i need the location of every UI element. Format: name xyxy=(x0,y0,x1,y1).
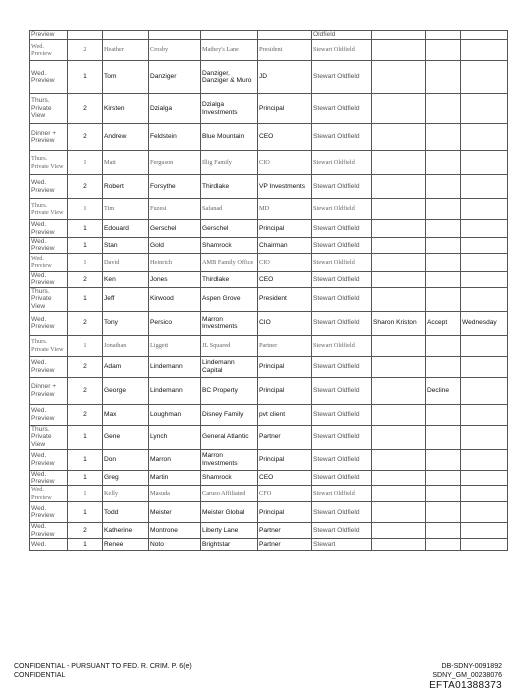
table-row xyxy=(30,502,508,523)
seat-count-cell: 2 xyxy=(68,271,103,287)
seat-count-cell: 1 xyxy=(68,220,103,238)
first-name-cell: Tony xyxy=(103,311,149,335)
title-cell: Chairman xyxy=(258,238,312,254)
company-cell: Dzialga Investments xyxy=(201,94,258,124)
table-row xyxy=(30,404,508,425)
first-name-cell: Robert xyxy=(103,175,149,199)
last-name-cell: Montrone xyxy=(149,523,201,539)
seat-count-cell: 1 xyxy=(68,253,103,271)
company-cell: Marron Investments xyxy=(201,449,258,470)
seat-count-cell: 1 xyxy=(68,238,103,254)
guest-list-table xyxy=(29,30,508,551)
seat-count-cell: 1 xyxy=(68,486,103,502)
day-cell xyxy=(461,40,508,61)
rsvp-cell xyxy=(426,94,461,124)
rsvp-cell xyxy=(426,151,461,175)
first-name-cell: Jeff xyxy=(103,287,149,311)
table-row xyxy=(30,238,508,254)
assistant-cell xyxy=(372,40,426,61)
assistant-cell xyxy=(372,124,426,151)
contact-cell: Stewart Oldfield xyxy=(312,449,372,470)
event-cell: Wed. Preview xyxy=(30,271,68,287)
contact-cell: Stewart Oldfield xyxy=(312,335,372,356)
day-cell xyxy=(461,151,508,175)
event-cell: Dinner + Preview xyxy=(30,124,68,151)
assistant-cell xyxy=(372,425,426,449)
contact-cell: Stewart Oldfield xyxy=(312,523,372,539)
day-cell xyxy=(461,61,508,94)
event-cell: Wed. Preview xyxy=(30,311,68,335)
event-cell: Thurs. Private View xyxy=(30,425,68,449)
table-row xyxy=(30,311,508,335)
seat-count-cell: 1 xyxy=(68,335,103,356)
assistant-cell xyxy=(372,271,426,287)
day-cell xyxy=(461,523,508,539)
assistant-cell xyxy=(372,220,426,238)
day-cell xyxy=(461,94,508,124)
assistant-cell xyxy=(372,151,426,175)
contact-cell: Stewart Oldfield xyxy=(312,199,372,220)
assistant-cell xyxy=(372,175,426,199)
title-cell: Principal xyxy=(258,220,312,238)
table-row xyxy=(30,199,508,220)
first-name-cell: Tom xyxy=(103,61,149,94)
contact-cell: Stewart Oldfield xyxy=(312,253,372,271)
last-name-cell: Feldstein xyxy=(149,124,201,151)
title-cell: CEO xyxy=(258,124,312,151)
company-cell: Aspen Grove xyxy=(201,287,258,311)
seat-count-cell: 1 xyxy=(68,539,103,551)
company-cell: Blue Mountain xyxy=(201,124,258,151)
confidential-notice: CONFIDENTIAL - PURSUANT TO FED. R. CRIM. P. 6(e) xyxy=(14,663,192,670)
first-name-cell: Greg xyxy=(103,470,149,486)
first-name-cell: Max xyxy=(103,404,149,425)
assistant-cell xyxy=(372,470,426,486)
rsvp-cell xyxy=(426,238,461,254)
company-cell: Shamrock xyxy=(201,470,258,486)
seat-count-cell: 1 xyxy=(68,449,103,470)
table-row xyxy=(30,356,508,377)
rsvp-cell xyxy=(426,449,461,470)
table-row xyxy=(30,151,508,175)
title-cell: CIO xyxy=(258,151,312,175)
rsvp-cell xyxy=(426,271,461,287)
rsvp-cell xyxy=(426,40,461,61)
last-name-cell xyxy=(149,31,201,40)
company-cell: Brightstar xyxy=(201,539,258,551)
seat-count-cell: 1 xyxy=(68,502,103,523)
last-name-cell: Heinrich xyxy=(149,253,201,271)
assistant-cell: Sharon Kriston xyxy=(372,311,426,335)
last-name-cell: Ferguson xyxy=(149,151,201,175)
company-cell: Shamrock xyxy=(201,238,258,254)
title-cell: VP Investments xyxy=(258,175,312,199)
title-cell: Partner xyxy=(258,523,312,539)
first-name-cell: Kelly xyxy=(103,486,149,502)
seat-count-cell: 2 xyxy=(68,124,103,151)
day-cell xyxy=(461,220,508,238)
rsvp-cell xyxy=(426,287,461,311)
assistant-cell xyxy=(372,523,426,539)
first-name-cell: Tim xyxy=(103,199,149,220)
contact-cell: Stewart Oldfield xyxy=(312,151,372,175)
confidential-label: CONFIDENTIAL xyxy=(14,672,66,679)
day-cell xyxy=(461,124,508,151)
rsvp-cell xyxy=(426,356,461,377)
event-cell: Thurs. Private View xyxy=(30,199,68,220)
company-cell: Marron Investments xyxy=(201,311,258,335)
rsvp-cell xyxy=(426,539,461,551)
event-cell: Wed. xyxy=(30,539,68,551)
last-name-cell: Noto xyxy=(149,539,201,551)
assistant-cell xyxy=(372,404,426,425)
title-cell: Principal xyxy=(258,449,312,470)
assistant-cell xyxy=(372,238,426,254)
assistant-cell xyxy=(372,199,426,220)
contact-cell: Stewart Oldfield xyxy=(312,61,372,94)
day-cell xyxy=(461,449,508,470)
assistant-cell xyxy=(372,335,426,356)
contact-cell: Oldfield xyxy=(312,31,372,40)
first-name-cell: Don xyxy=(103,449,149,470)
assistant-cell xyxy=(372,449,426,470)
contact-cell: Stewart Oldfield xyxy=(312,470,372,486)
title-cell: Principal xyxy=(258,94,312,124)
event-cell: Wed. Preview xyxy=(30,356,68,377)
day-cell xyxy=(461,287,508,311)
last-name-cell: Fuzesi xyxy=(149,199,201,220)
title-cell: JD xyxy=(258,61,312,94)
last-name-cell: Meister xyxy=(149,502,201,523)
contact-cell: Stewart xyxy=(312,539,372,551)
seat-count-cell: 2 xyxy=(68,94,103,124)
assistant-cell xyxy=(372,61,426,94)
day-cell xyxy=(461,470,508,486)
company-cell: Danziger, Danziger & Muro xyxy=(201,61,258,94)
day-cell xyxy=(461,253,508,271)
first-name-cell: Adam xyxy=(103,356,149,377)
event-cell: Wed. Preview xyxy=(30,61,68,94)
title-cell: CFO xyxy=(258,486,312,502)
day-cell: Wednesday xyxy=(461,311,508,335)
contact-cell: Stewart Oldfield xyxy=(312,175,372,199)
company-cell: BC Property xyxy=(201,377,258,404)
day-cell xyxy=(461,486,508,502)
bates-stamp xyxy=(429,662,502,691)
title-cell: President xyxy=(258,40,312,61)
first-name-cell: Kirsten xyxy=(103,94,149,124)
rsvp-cell xyxy=(426,124,461,151)
event-cell: Wed. Preview xyxy=(30,253,68,271)
title-cell: CIO xyxy=(258,253,312,271)
last-name-cell: Lynch xyxy=(149,425,201,449)
rsvp-cell xyxy=(426,220,461,238)
day-cell xyxy=(461,502,508,523)
rsvp-cell xyxy=(426,253,461,271)
last-name-cell: Liggett xyxy=(149,335,201,356)
event-cell: Thurs. Private View xyxy=(30,335,68,356)
title-cell: Principal xyxy=(258,377,312,404)
event-cell: Wed. Preview xyxy=(30,175,68,199)
title-cell xyxy=(258,31,312,40)
assistant-cell xyxy=(372,539,426,551)
title-cell: President xyxy=(258,287,312,311)
table-row xyxy=(30,40,508,61)
company-cell: Lindemann Capital xyxy=(201,356,258,377)
first-name-cell: Stan xyxy=(103,238,149,254)
seat-count-cell: 1 xyxy=(68,470,103,486)
assistant-cell xyxy=(372,31,426,40)
table-row xyxy=(30,377,508,404)
rsvp-cell xyxy=(426,425,461,449)
day-cell xyxy=(461,335,508,356)
event-cell: Dinner + Preview xyxy=(30,377,68,404)
table-row xyxy=(30,486,508,502)
last-name-cell: Forsythe xyxy=(149,175,201,199)
contact-cell: Stewart Oldfield xyxy=(312,404,372,425)
first-name-cell: Renee xyxy=(103,539,149,551)
first-name-cell: Andrew xyxy=(103,124,149,151)
last-name-cell: Persico xyxy=(149,311,201,335)
day-cell xyxy=(461,31,508,40)
seat-count-cell: 1 xyxy=(68,199,103,220)
company-cell: Thirdlake xyxy=(201,271,258,287)
table-row xyxy=(30,124,508,151)
day-cell xyxy=(461,356,508,377)
event-cell: Wed. Preview xyxy=(30,449,68,470)
rsvp-cell xyxy=(426,175,461,199)
event-cell: Wed. Preview xyxy=(30,404,68,425)
seat-count-cell: 2 xyxy=(68,356,103,377)
last-name-cell: Loughman xyxy=(149,404,201,425)
event-cell: Wed. Preview xyxy=(30,486,68,502)
company-cell: JL Squared xyxy=(201,335,258,356)
title-cell: pvt client xyxy=(258,404,312,425)
seat-count-cell xyxy=(68,31,103,40)
day-cell xyxy=(461,404,508,425)
event-cell: Thurs. Private View xyxy=(30,287,68,311)
first-name-cell: George xyxy=(103,377,149,404)
event-cell: Wed. Preview xyxy=(30,502,68,523)
last-name-cell: Martin xyxy=(149,470,201,486)
bates-number-2: SDNY_GM_00238076 xyxy=(432,672,502,679)
table-row xyxy=(30,470,508,486)
last-name-cell: Danziger xyxy=(149,61,201,94)
day-cell xyxy=(461,271,508,287)
contact-cell: Stewart Oldfield xyxy=(312,356,372,377)
contact-cell: Stewart Oldfield xyxy=(312,271,372,287)
company-cell: Thirdlake xyxy=(201,175,258,199)
assistant-cell xyxy=(372,356,426,377)
assistant-cell xyxy=(372,253,426,271)
day-cell xyxy=(461,377,508,404)
first-name-cell xyxy=(103,31,149,40)
rsvp-cell xyxy=(426,486,461,502)
seat-count-cell: 2 xyxy=(68,40,103,61)
company-cell: Gerschel xyxy=(201,220,258,238)
last-name-cell: Lindemann xyxy=(149,377,201,404)
assistant-cell xyxy=(372,287,426,311)
day-cell xyxy=(461,199,508,220)
seat-count-cell: 2 xyxy=(68,377,103,404)
first-name-cell: Jonathan xyxy=(103,335,149,356)
table-row xyxy=(30,449,508,470)
rsvp-cell xyxy=(426,199,461,220)
table-row xyxy=(30,271,508,287)
first-name-cell: Ken xyxy=(103,271,149,287)
event-cell: Thurs. Private View xyxy=(30,94,68,124)
day-cell xyxy=(461,425,508,449)
seat-count-cell: 2 xyxy=(68,175,103,199)
last-name-cell: Masuda xyxy=(149,486,201,502)
title-cell: Partner xyxy=(258,425,312,449)
rsvp-cell: Accept xyxy=(426,311,461,335)
table-row xyxy=(30,253,508,271)
company-cell: Liberty Lane xyxy=(201,523,258,539)
contact-cell: Stewart Oldfield xyxy=(312,220,372,238)
seat-count-cell: 1 xyxy=(68,287,103,311)
title-cell: CEO xyxy=(258,271,312,287)
event-cell: Wed. Preview xyxy=(30,220,68,238)
company-cell: Illig Family xyxy=(201,151,258,175)
contact-cell: Stewart Oldfield xyxy=(312,502,372,523)
company-cell: Safanad xyxy=(201,199,258,220)
event-cell: Wed. Preview xyxy=(30,523,68,539)
table-row xyxy=(30,61,508,94)
rsvp-cell: Decline xyxy=(426,377,461,404)
table-row xyxy=(30,94,508,124)
assistant-cell xyxy=(372,94,426,124)
last-name-cell: Marron xyxy=(149,449,201,470)
last-name-cell: Jones xyxy=(149,271,201,287)
event-cell: Wed. Preview xyxy=(30,40,68,61)
company-cell: Mathey's Lane xyxy=(201,40,258,61)
first-name-cell: Edouard xyxy=(103,220,149,238)
contact-cell: Stewart Oldfield xyxy=(312,377,372,404)
last-name-cell: Lindemann xyxy=(149,356,201,377)
company-cell xyxy=(201,31,258,40)
last-name-cell: Gold xyxy=(149,238,201,254)
day-cell xyxy=(461,238,508,254)
title-cell: MD xyxy=(258,199,312,220)
seat-count-cell: 1 xyxy=(68,425,103,449)
title-cell: Partner xyxy=(258,539,312,551)
rsvp-cell xyxy=(426,523,461,539)
confidentiality-footer xyxy=(14,662,192,680)
table-row xyxy=(30,31,508,40)
company-cell: General Atlantic xyxy=(201,425,258,449)
first-name-cell: David xyxy=(103,253,149,271)
first-name-cell: Heather xyxy=(103,40,149,61)
rsvp-cell xyxy=(426,335,461,356)
day-cell xyxy=(461,539,508,551)
table-row xyxy=(30,539,508,551)
contact-cell: Stewart Oldfield xyxy=(312,287,372,311)
title-cell: Partner xyxy=(258,335,312,356)
table-row xyxy=(30,523,508,539)
company-cell: Caruso Affiliated xyxy=(201,486,258,502)
assistant-cell xyxy=(372,377,426,404)
last-name-cell: Dzialga xyxy=(149,94,201,124)
table-row xyxy=(30,220,508,238)
assistant-cell xyxy=(372,502,426,523)
bates-number-1: DB-SDNY-0091892 xyxy=(441,663,502,670)
rsvp-cell xyxy=(426,404,461,425)
title-cell: Principal xyxy=(258,502,312,523)
company-cell: AMB Family Office xyxy=(201,253,258,271)
assistant-cell xyxy=(372,486,426,502)
table-row xyxy=(30,287,508,311)
rsvp-cell xyxy=(426,470,461,486)
table-row xyxy=(30,335,508,356)
first-name-cell: Gene xyxy=(103,425,149,449)
event-cell: Thurs. Private View xyxy=(30,151,68,175)
contact-cell: Stewart Oldfield xyxy=(312,94,372,124)
contact-cell: Stewart Oldfield xyxy=(312,40,372,61)
event-cell: Wed. Preview xyxy=(30,470,68,486)
contact-cell: Stewart Oldfield xyxy=(312,486,372,502)
company-cell: Disney Family xyxy=(201,404,258,425)
rsvp-cell xyxy=(426,61,461,94)
table-row xyxy=(30,425,508,449)
title-cell: CEO xyxy=(258,470,312,486)
contact-cell: Stewart Oldfield xyxy=(312,425,372,449)
guest-list-sheet xyxy=(29,30,507,551)
seat-count-cell: 1 xyxy=(68,151,103,175)
contact-cell: Stewart Oldfield xyxy=(312,238,372,254)
rsvp-cell xyxy=(426,502,461,523)
title-cell: CIO xyxy=(258,311,312,335)
rsvp-cell xyxy=(426,31,461,40)
contact-cell: Stewart Oldfield xyxy=(312,311,372,335)
day-cell xyxy=(461,175,508,199)
last-name-cell: Gerschel xyxy=(149,220,201,238)
last-name-cell: Crosby xyxy=(149,40,201,61)
company-cell: Meister Global xyxy=(201,502,258,523)
seat-count-cell: 2 xyxy=(68,404,103,425)
seat-count-cell: 1 xyxy=(68,61,103,94)
bates-number-3: EFTA01388373 xyxy=(429,680,502,691)
first-name-cell: Katherine xyxy=(103,523,149,539)
seat-count-cell: 2 xyxy=(68,523,103,539)
contact-cell: Stewart Oldfield xyxy=(312,124,372,151)
guest-rows xyxy=(30,31,508,551)
table-row xyxy=(30,175,508,199)
event-cell: Preview xyxy=(30,31,68,40)
title-cell: Principal xyxy=(258,356,312,377)
seat-count-cell: 2 xyxy=(68,311,103,335)
first-name-cell: Todd xyxy=(103,502,149,523)
first-name-cell: Matt xyxy=(103,151,149,175)
event-cell: Wed. Preview xyxy=(30,238,68,254)
last-name-cell: Kirwood xyxy=(149,287,201,311)
